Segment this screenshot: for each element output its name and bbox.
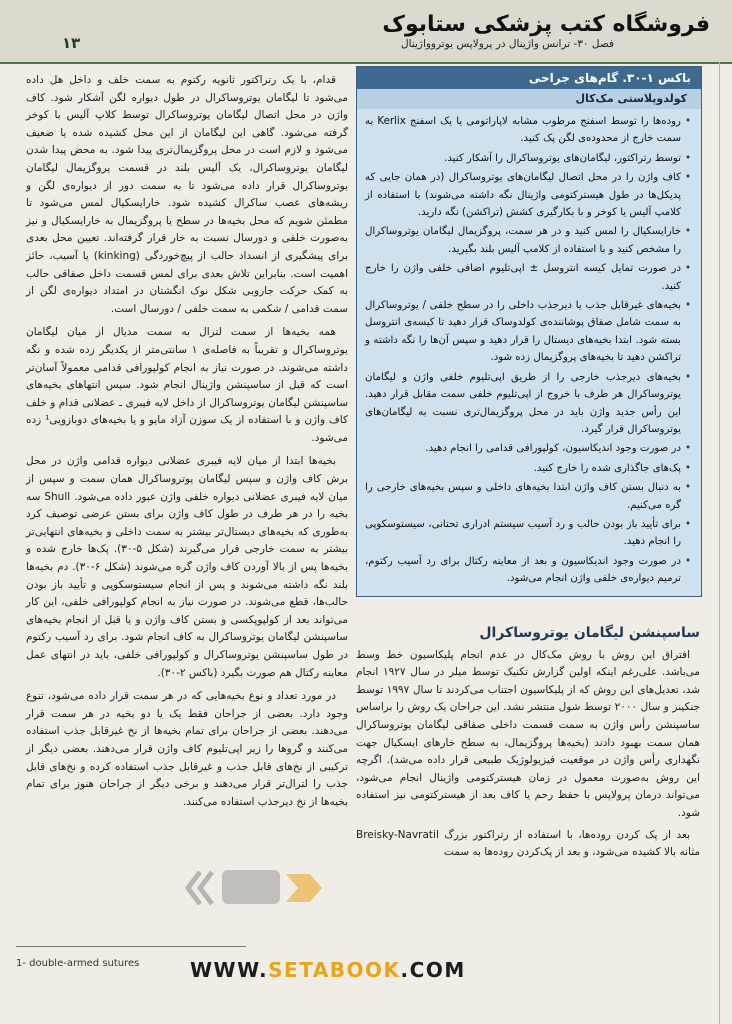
box-step: • به دنبال بستن کاف واژن ابتدا بخیه‌های داخلی و سپس بخیه‌های خارجی را گره می‌کنیم. bbox=[365, 479, 691, 514]
left-paragraph-1: قدام، با یک رتراکتور ثانویه رکتوم به سمت خلف و داخل هل داده می‌شود تا لیگامان یوتروساکرال در طول دیواره لگن آشکار شود. کاف واژن در محل اتصال لیگامان یوتروساکرال توسط کلاپ آلیس با کوخر گرفته می‌شود. گاهی این لیگامان از این محل کشیده شده یا ضعیف می‌شود و لازم است در محل پروگزیمال‌تری پیدا شود. به محض پیدا شدن لیگامان یوتروساکرال، یک آلیس بلند در قسمت پروگزیمال لیگامان یوتروساکرال قرار داده می‌شود تا به سمت دور از دیواره‌ی لگن و ریشه‌های عصب ساکرال کشیده شود. خارایسکیال لمس می‌شود تا مطمئن شویم که محل بخیه‌ها در سطح یا پروگزیمال به خارایسکیال و نیز به‌صورت خلفی و دورسال نسبت به خار قرار گرفته‌اند. تعیین محل بعدی برای پیشگیری از انسداد حالب از پیچ‌خوردگی (kinking) یا آسیب، حائز اهمیت است. بنابراین تلاش بعدی برای لمس قسمت داخل صفاقی حالب به کمک حرکت جاروبی شکل نوک انگشتان در امتداد دیواره‌ی لگن از سمت قدامی / شکمی به سمت خلفی / دورسال است. bbox=[26, 74, 348, 315]
box-step: • توسط رتراکتور، لیگامان‌های یوتروساکرال را آشکار کنید. bbox=[365, 150, 691, 167]
left-paragraph-4: در مورد تعداد و نوع بخیه‌هایی که در هر سمت قرار داده می‌شود، تنوع وجود دارد. بعضی از جراحان فقط یک یا دو بخیه در هر سمت قرار می‌دهند. بعضی از جراحان برای تمام بخیه‌ها از نخ غیرقابل جذب استفاده می‌کنند و گروها را زیر اپی‌تلیوم کاف واژن قرار می‌دهند. بعضی دیگر از ترکیبی از نخ‌های قابل جذب و غیرقابل جذب استفاده کرده و نخ‌های قابل جذب را لترال‌تر قرار می‌دهند و برخی دیگر از جراحان هنوز برای تمام بخیه‌ها از نخ دیرجذب استفاده می‌کنند. bbox=[26, 690, 348, 808]
box-step: • در صورت وجود اندیکاسیون، کولپورافی قدامی را انجام دهید. bbox=[365, 440, 691, 457]
watermark-url-prefix: WWW. bbox=[190, 958, 269, 982]
box-step: • بخیه‌های دیرجذب خارجی را از طریق اپی‌تلیوم خلفی واژن و لیگامان یوتروساکرال هر طرف با خروج از اپی‌تلیوم خلفی سمت مقابل قرار دهید. این رأس جدید واژن باید در محل پروگزیمال‌تری نسبت به لیگامان‌های یوتروساکرال قرار گیرد. bbox=[365, 369, 691, 439]
left-paragraph-2: همه بخیه‌ها از سمت لترال به سمت مدیال از میان لیگامان یوتروساکرال و تقریباً به فاصله‌ی ۱ سانتی‌متر از یکدیگر زده شده و نگه داشته می‌شوند. در صورت نیاز به انجام کولپورافی قدامی معمولاً آسان‌تر است که قبل از ساسپنشن واژینال انجام شود. سپس انتهاهای بخیه‌های ساسپنشن لیگامان یوتروساکرال از داخل لایه فیبری ـ عضلانی قدام و خلف کاف واژن و با استفاده از یک سوزن آزاد مایو و یا بخیه‌های دوبازویی¹ زده می‌شود. bbox=[26, 326, 348, 444]
surgical-steps-box bbox=[356, 66, 702, 597]
setabook-logo-icon bbox=[182, 858, 332, 918]
box-step: • خارایسکیال را لمس کنید و در هر سمت، پروگزیمال لیگامان یوتروساکرال را مشخص کنید و با استفاده از کلامپ آلیس بلند بگیرید. bbox=[365, 223, 691, 258]
section-paragraph-2: بعد از پک کردن روده‌ها، با استفاده از رتراکتور بزرگ Breisky-Navratil مثانه بالا کشیده می‌شود، و بعد از پک‌کردن روده‌ها به سمت bbox=[356, 828, 700, 859]
box-step: • برای تأیید باز بودن حالب و رد آسیب سیستم ادراری تحتانی، سیستوسکوپی را انجام دهید. bbox=[365, 516, 691, 551]
box-step: • روده‌ها را توسط اسفنج مرطوب مشابه لاپاراتومی یا یک اسفنج Kerlix به سمت خارج از محدوده‌ی لگن پک کنید. bbox=[365, 113, 691, 148]
page-edge-divider bbox=[719, 62, 720, 1024]
section-body bbox=[356, 647, 700, 862]
box-step: • در صورت وجود اندیکاسیون و بعد از معاینه رکتال برای رد آسیب رکتوم، ترمیم دیواره‌ی خلفی واژن انجام می‌شود. bbox=[365, 553, 691, 588]
watermark-url-brand: SETABOOK bbox=[268, 958, 401, 982]
right-column bbox=[356, 66, 700, 866]
box-step: • در صورت تمایل کیسه انتروسل ± اپی‌تلیوم اضافی خلفی واژن را خارج کنید. bbox=[365, 260, 691, 295]
page-number: ۱۳ bbox=[62, 34, 81, 52]
section-heading: ساسپنشن لیگامان یوتروساکرال bbox=[479, 624, 700, 641]
watermark-url bbox=[190, 958, 466, 982]
box-step-list bbox=[357, 109, 701, 596]
page-header bbox=[0, 0, 732, 64]
box-step: • کاف واژن را در محل اتصال لیگامان‌های یوتروساکرال (در همان جایی که پدیکل‌ها در طول هیسترکتومی واژینال نگه داشته می‌شوند) با استفاده از کلامپ آلیس یا کوخر و با بکارگیری کشش (تراکشن) نگه دارید. bbox=[365, 169, 691, 221]
left-paragraph-3: بخیه‌ها ابتدا از میان لایه فیبری عضلانی دیواره قدامی واژن در محل برش کاف واژن و سپس لیگامان یوتروساکرال همان سمت و سپس از میان لایه فیبری عضلانی دیواره خلفی واژن عبور داده می‌شود. Shull سه بخیه را در هر طرف در طول کاف واژن برای بستن عرضی توصیف کرد به‌طوری که بخیه‌های دیستال‌تر بیشتر به سمت داخلی و بخیه‌های انتهایی‌تر بیشتر به سمت خارجی قرار می‌گیرند (شکل ۵-۳۰). پک‌ها خارج شده و بخیه‌ها پس از بالا آوردن کاف واژن گره می‌شوند (شکل ۶-۳۰). دم بخیه‌ها بلند نگه داشته می‌شوند و پس از انجام سیستوسکوپی و تأیید باز بودن حالب‌ها، قطع می‌شوند. در صورت نیاز به انجام کولپورافی خلفی، این کار می‌تواند بعد از کولپوپکسی و بستن کاف واژن و یا قبل از انجام بخیه‌های ساسپنشن لیگامان یوتروساکرال به کاف انجام شود. برای رد آسیب رکتوم در طول ساسپنشن یوتروساکرال و کولپورافی خلفی، باید در انتهای عمل معاینه رکتال هم صورت بگیرد (باکس ۲-۳۰). bbox=[26, 455, 349, 679]
store-title: فروشگاه کتب پزشکی ستابوک bbox=[382, 12, 710, 37]
section-paragraph-1: افتراق این روش با روش مک‌کال در عدم انجام پلیکاسیون خط وسط می‌باشد. علی‌رغم اینکه اولین گزارش تکنیک توسط میلر در سال ۱۹۲۷ انجام شد، تعدیل‌های این روش که از پلیکاسیون اجتناب می‌کردند تا سال ۱۹۹۷ توسط جنکینز و سال ۲۰۰۰ توسط شول منتشر نشد. این جراحان یک روش را براساس ساسپنشن رأس واژن به سمت قسمت داخلی صفاقی لیگامان یوتروساکرال همان سمت بهبود دادند (بخیه‌ها پروگزیمال، به سطح خارهای ایسکیال جهت نگهداری رأس واژن در موقعیت فیزیولوژیک طبیعی قرار داده می‌شد). اگرچه این روش به‌صورت معمول در زمان هیسترکتومی واژینال انجام می‌شود، می‌تواند درمان پرولاپس با حفظ رحم یا کاف بعد از هیسترکتومی نیز استفاده شود. bbox=[356, 648, 701, 819]
footnote-divider bbox=[16, 946, 246, 947]
footnote: 1- double-armed sutures bbox=[16, 958, 140, 969]
box-title: باکس ۱-۳۰. گام‌های جراحی bbox=[357, 67, 701, 89]
left-text-column bbox=[26, 72, 348, 817]
watermark-url-suffix: .COM bbox=[400, 958, 466, 982]
running-head: فصل ۳۰- ترانس واژینال در پرولاپس یوتروواژینال bbox=[400, 38, 614, 50]
box-subtitle: کولدوپلاستی مک‌کال bbox=[357, 89, 701, 109]
box-step: • پک‌های جاگذاری شده را خارج کنید. bbox=[365, 460, 691, 477]
box-step: • بخیه‌های غیرقابل جذب یا دیرجذب داخلی را در سطح خلفی / یوتروساکرال به سمت شامل صفاق پوشاننده‌ی کولدوساک قرار دهید تا کیسه‌ی انتروسل بسته شود. ابتدا بخیه‌های دیستال را قرار دهید و سپس آن‌ها را نگه داشته و تراکشن دهید تا بخیه‌های پروگزیمال زده شود. bbox=[365, 297, 691, 367]
